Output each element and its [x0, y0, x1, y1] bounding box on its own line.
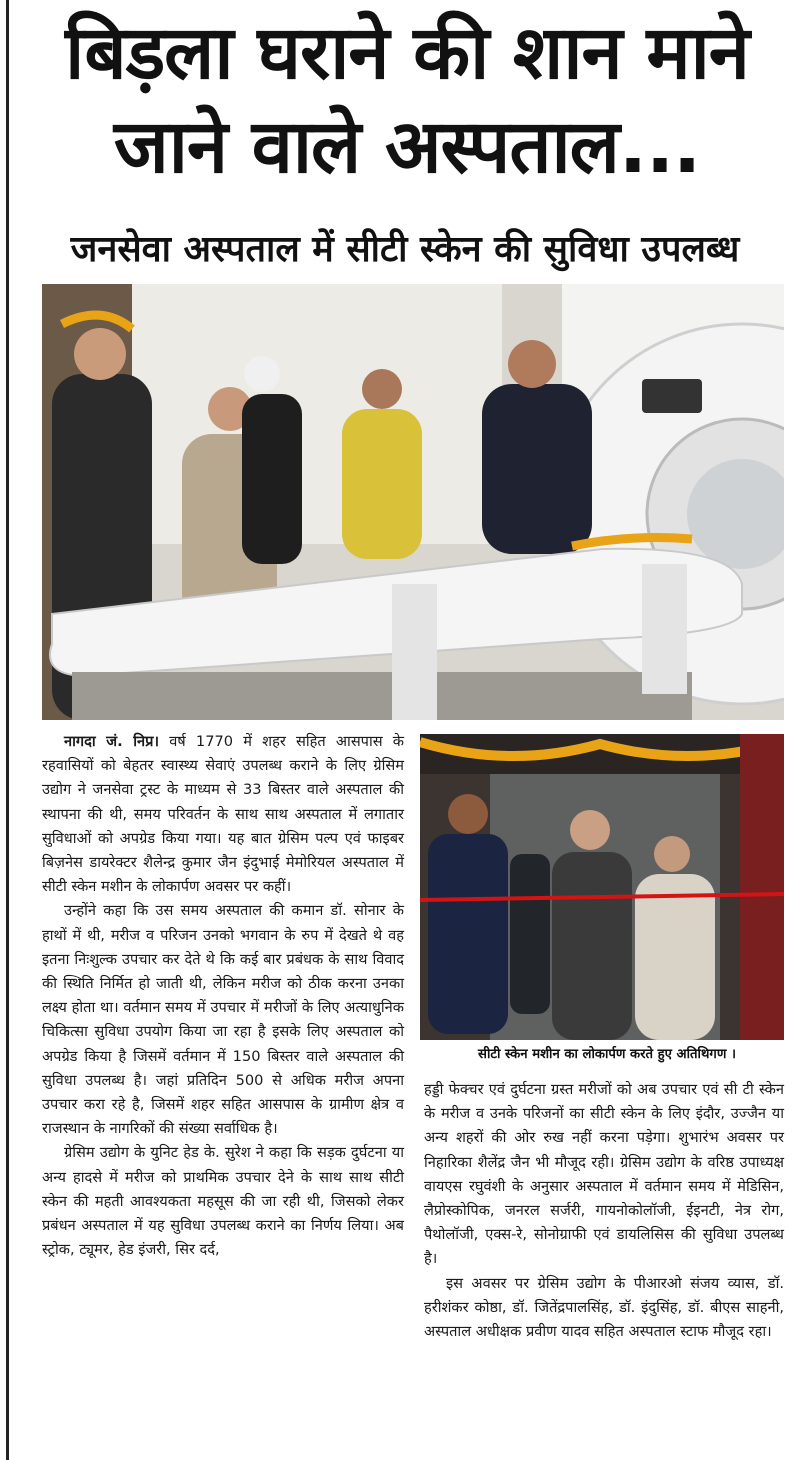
page-edge-rule: [6, 0, 9, 1460]
ribbon-cutting-photo: [420, 734, 784, 1040]
article-column-right: [424, 1078, 784, 1344]
article-paragraph: उन्होंने कहा कि उस समय अस्पताल की कमान डॉ. सोनार के हाथों में थी, मरीज व परिजन उनको भगवान के रुप में देखते थे वह इतना निःशुल्क उपचार कर देते थे कि कई बार प्रबंधक के साथ विवाद की स्थिति निर्मित हो जाती थी, लेकिन मरीज को ठीक करना उनका लक्ष्य होता था। वर्तमान समय में उपचार में मरीजों के लिए अत्याधुनिक चिकित्सा सुविधा उपयोग किया जा रहा है इसके लिए अस्पताल को अपग्रेड किया है जिसमें वर्तमान में 150 बिस्तर वाले अस्पताल की सुविधा उपलब्ध है। जहां प्रतिदिन 500 से अधिक मरीज अपना उपचार करा रहे है, जिसमें शहर सहित आसपास के ग्रामीण क्षेत्र व राजस्थान के नागरिकों की संख्या सर्वाधिक है।: [42, 902, 404, 1138]
dateline: नागदा जं. निप्र।: [64, 733, 159, 750]
photo-caption: सीटी स्केन मशीन का लोकार्पण करते हुए अतिथिगण ।: [478, 1047, 736, 1062]
article-paragraph: [42, 730, 404, 899]
article-paragraph: इस अवसर पर ग्रेसिम उद्योग के पीआरओ संजय व्यास, डॉ. हरीशंकर कोष्ठा, डॉ. जितेंद्रपालसिंह, डॉ. इंदुसिंह, डॉ. बीएस साहनी, अस्पताल अधीक्षक प्रवीण यादव सहित अस्पताल स्टाफ मौजूद रहा।: [424, 1274, 784, 1341]
article-paragraph: ग्रेसिम उद्योग के युनिट हेड के. सुरेश ने कहा कि सड़क दुर्घटना या अन्य हादसे में मरीज को प्राथमिक उपचार देने के साथ साथ सीटी स्केन की महती आवश्यकता महसूस की जा रही थी, जिसको लेकर प्रबंधन अस्पताल में यह सुविधा उपलब्ध कराने का निर्णय लिया। अब स्ट्रोक, ट्यूमर, हेड इंजरी, सिर दर्द,: [42, 1144, 404, 1259]
article-column-left: [42, 730, 404, 1262]
article-paragraph: हड्डी फेक्चर एवं दुर्घटना ग्रस्त मरीजों को अब उपचार एवं सी टी स्केन के मरीज व उनके परिजनों का सीटी स्केन के लिए इंदौर, उज्जैन या अन्य शहरों की ओर रुख नहीं करना पड़ेगा। शुभारंभ अवसर पर निहारिका शैलेंद्र जैन भी मौजूद रही। ग्रेसिम उद्योग के वरिष्ठ उपाध्यक्ष वायएस रघुवंशी के अनुसार अस्पताल में वर्तमान समय में मेडिसिन, लैप्रोस्कोपिक, जनरल सर्जरी, गायनोकोलॉजी, ईइनटी, नेत्र रोग, पैथोलॉजी, एक्स-रे, सोनोग्राफी एवं डायलिसिस की सुविधा उपलब्ध है।: [424, 1081, 784, 1268]
main-photo: [42, 284, 784, 720]
paragraph-text: वर्ष 1770 में शहर सहित आसपास के रहवासियों को बेहतर स्वास्थ्य सेवाएं उपलब्ध कराने के लिए ग्रेसिम उद्योग ने जनसेवा ट्रस्ट के माध्यम से 33 बिस्तर वाले अस्पताल की स्थापना की थी, समय परिवर्तन के साथ साथ अस्पताल में लगातार सुविधाओं को अपग्रेड किया गया। यह बात ग्रेसिम पल्प एवं फाइबर बिज़नेस डायरेक्टर शैलेन्द्र कुमार जैन इंदुभाई मेमोरियल अस्पताल में सीटी स्केन मशीन के लोकार्पण अवसर पर कहीं।: [42, 733, 405, 896]
headline: बिड़ला घराने की शान माने जाने वाले अस्पताल...: [65, 10, 749, 190]
subheadline: जनसेवा अस्पताल में सीटी स्केन की सुविधा उपलब्ध: [70, 229, 740, 270]
